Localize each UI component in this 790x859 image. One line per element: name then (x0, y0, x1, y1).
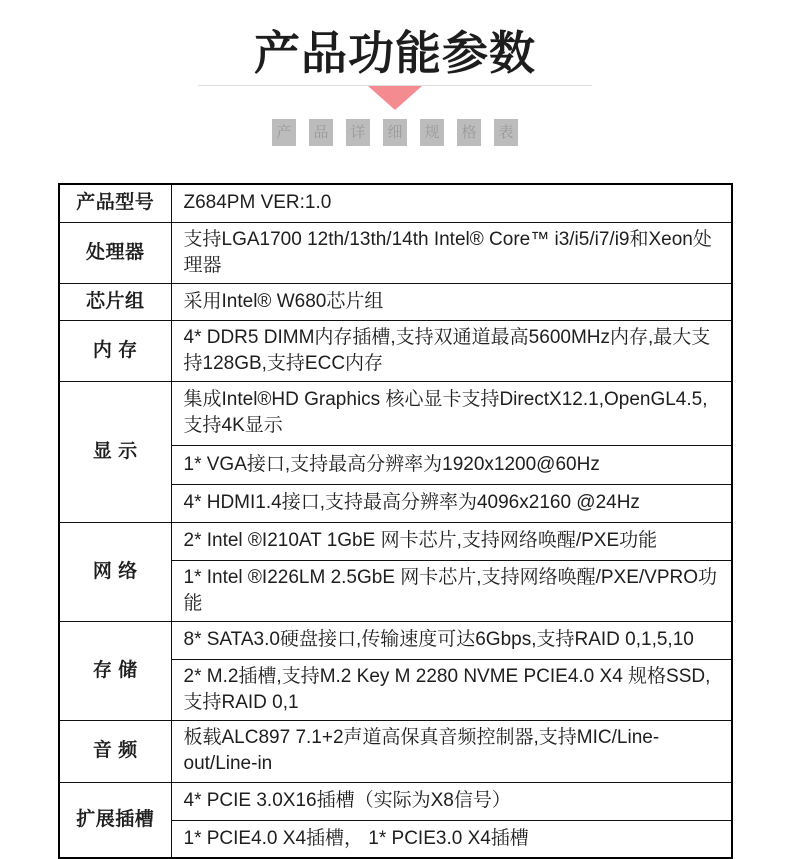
page-header (0, 27, 790, 146)
table-row (59, 381, 732, 445)
spec-cell: 1* VGA接口,支持最高分辨率为1920x1200@60Hz (171, 445, 732, 484)
subtitle-char-box: 细 (383, 119, 407, 146)
spec-cell: 板载ALC897 7.1+2声道高保真音频控制器,支持MIC/Line-out/Line-in (171, 720, 732, 782)
table-row (59, 283, 732, 320)
spec-cell: 2* Intel ®I210AT 1GbE 网卡芯片,支持网络唤醒/PXE功能 (171, 522, 732, 560)
subtitle-char-box: 表 (494, 119, 518, 146)
down-triangle-icon (368, 86, 422, 110)
table-row (59, 621, 732, 659)
spec-row-label: 网 络 (59, 522, 171, 621)
table-row (59, 522, 732, 560)
title-divider-line (198, 85, 592, 86)
spec-cell: 4* DDR5 DIMM内存插槽,支持双通道最高5600MHz内存,最大支持128GB,支持ECC内存 (171, 320, 732, 381)
spec-row-label: 存 储 (59, 621, 171, 720)
spec-row-label: 芯片组 (59, 283, 171, 320)
table-row (59, 720, 732, 782)
spec-cell: 4* HDMI1.4接口,支持最高分辨率为4096x2160 @24Hz (171, 484, 732, 522)
table-row (59, 222, 732, 283)
spec-row-label: 扩展插槽 (59, 782, 171, 858)
subtitle-char-box: 规 (420, 119, 444, 146)
spec-cell: 采用Intel® W680芯片组 (171, 283, 732, 320)
subtitle-char-box: 品 (309, 119, 333, 146)
table-row (59, 782, 732, 820)
spec-cell: 8* SATA3.0硬盘接口,传输速度可达6Gbps,支持RAID 0,1,5,10 (171, 621, 732, 659)
subtitle-char-box: 格 (457, 119, 481, 146)
spec-cell: 4* PCIE 3.0X16插槽（实际为X8信号） (171, 782, 732, 820)
page-title: 产品功能参数 (254, 27, 536, 79)
spec-cell: 1* PCIE4.0 X4插槽， 1* PCIE3.0 X4插槽 (171, 820, 732, 858)
subtitle-char-box: 详 (346, 119, 370, 146)
spec-cell: 2* M.2插槽,支持M.2 Key M 2280 NVME PCIE4.0 X4 规格SSD,支持RAID 0,1 (171, 659, 732, 720)
spec-row-label: 产品型号 (59, 184, 171, 222)
spec-row-label: 音 频 (59, 720, 171, 782)
spec-cell: 集成Intel®HD Graphics 核心显卡支持DirectX12.1,OpenGL4.5,支持4K显示 (171, 381, 732, 445)
subtitle-char-boxes (0, 119, 790, 146)
spec-table (58, 183, 733, 859)
subtitle-char-box: 产 (272, 119, 296, 146)
spec-cell: Z684PM VER:1.0 (171, 184, 732, 222)
table-row (59, 320, 732, 381)
spec-row-label: 显 示 (59, 381, 171, 522)
spec-row-label: 内 存 (59, 320, 171, 381)
spec-cell: 支持LGA1700 12th/13th/14th Intel® Core™ i3/i5/i7/i9和Xeon处理器 (171, 222, 732, 283)
spec-row-label: 处理器 (59, 222, 171, 283)
table-row (59, 184, 732, 222)
spec-cell: 1* Intel ®I226LM 2.5GbE 网卡芯片,支持网络唤醒/PXE/VPRO功能 (171, 560, 732, 621)
